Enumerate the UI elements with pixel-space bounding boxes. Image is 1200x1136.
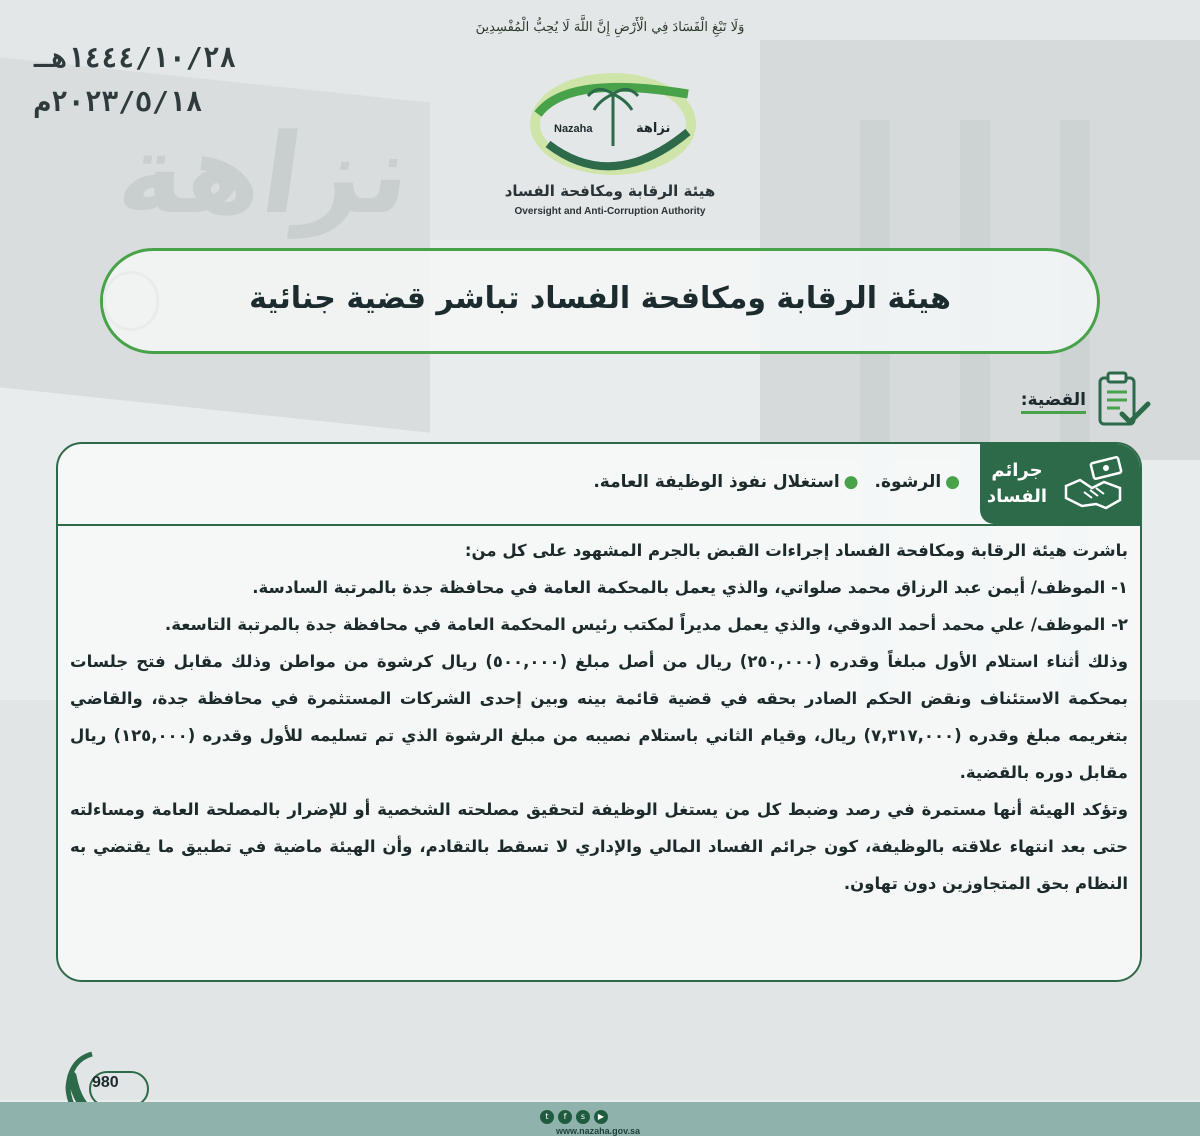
youtube-icon[interactable]: ▶ (594, 1110, 608, 1124)
title-banner (100, 248, 1100, 354)
card-header (58, 444, 1140, 526)
logo-verse: وَلَا تَبْغِ الْفَسَادَ فِي الْأَرْضِ إِنَّ اللَّهَ لَا يُحِبُّ الْمُفْسِدِينَ (475, 20, 745, 35)
facebook-icon[interactable]: f (558, 1110, 572, 1124)
crime-type-item: استغلال نفوذ الوظيفة العامة. (593, 472, 840, 492)
case-label-text: القضية: (1021, 390, 1086, 414)
case-facts: وذلك أثناء استلام الأول مبلغاً وقدره (٢٥٠,٠٠٠) ريال من أصل مبلغ (٥٠٠,٠٠٠) ريال كرشوة من مواطن وذلك مقابل فتح جلسات بمحكمة الاستئناف ونقض الحكم الصادر بحقه في قضية قائمة بينه وبين إحدى الشركات المستثمرة في محافظة جدة، والقاضي بتغريمه مبلغ وقدره (٧,٣١٧,٠٠٠) ريال، وقيام الثاني باستلام نصيبه من مبلغ الرشوة الذي تم تسليمه للأول وقدره (١٢٥,٠٠٠) ريال مقابل دوره بالقضية. (70, 652, 1128, 782)
nazaha-logo (470, 20, 750, 230)
authority-name-ar: هيئة الرقابة ومكافحة الفساد (504, 182, 716, 200)
logo-emblem-icon (528, 54, 698, 184)
website-link[interactable]: www.nazaha.gov.sa (556, 1126, 641, 1136)
authority-name-en: Oversight and Anti-Corruption Authority (514, 206, 706, 217)
logo-brand-en: Nazaha (554, 123, 593, 135)
twitter-icon[interactable]: t (540, 1110, 554, 1124)
handshake-money-icon (1062, 456, 1126, 512)
crime-category-tag (980, 444, 1140, 524)
page-title: هيئة الرقابة ومكافحة الفساد تباشر قضية جنائية (249, 281, 951, 316)
crime-category-label: جرائم الفساد (986, 460, 1048, 507)
suspect-2: ٢- الموظف/ علي محمد أحمد الدوقي، والذي يعمل مديراً لمكتب رئيس المحكمة العامة في محافظة جدة بالمرتبة التاسعة. (164, 615, 1128, 634)
logo-brand-ar: نزاهة (636, 121, 671, 136)
background-watermark: نزاهة (111, 110, 420, 238)
date-hijri: ١٤٤٤/١٠/٢٨هـ (34, 41, 237, 74)
bullet-icon: ● (843, 472, 859, 492)
publication-dates (34, 36, 236, 124)
bullet-icon: ● (945, 472, 960, 492)
crime-type-item: الرشوة. (874, 472, 942, 492)
social-links (540, 1110, 608, 1124)
case-details (70, 532, 1128, 902)
clipboard-check-icon (1094, 370, 1152, 432)
authority-statement: وتؤكد الهيئة أنها مستمرة في رصد وضبط كل من يستغل الوظيفة لتحقيق مصلحته الشخصية أو للإضرار بالمصلحة العامة ومساءلته حتى بعد انتهاء علاقته بالوظيفة، كون جرائم الفساد المالي والإداري لا تسقط بالتقادم، وأن الهيئة ماضية في تطبيق ما يقتضي به النظام بحق المتجاوزين دون تهاون. (70, 800, 1128, 893)
hotline-number: 980 (92, 1074, 119, 1091)
case-intro: باشرت هيئة الرقابة ومكافحة الفساد إجراءات القبض بالجرم المشهود على كل من: (464, 541, 1128, 560)
date-gregorian: ٢٠٢٣/٥/١٨م (34, 85, 203, 118)
snapchat-icon[interactable]: s (576, 1110, 590, 1124)
case-section-label (1006, 368, 1156, 432)
case-card (56, 442, 1142, 982)
crime-types-list (593, 472, 960, 492)
suspect-1: ١- الموظف/ أيمن عبد الرزاق محمد صلواتي، والذي يعمل بالمحكمة العامة في محافظة جدة بالمرتبة السادسة. (252, 578, 1128, 597)
